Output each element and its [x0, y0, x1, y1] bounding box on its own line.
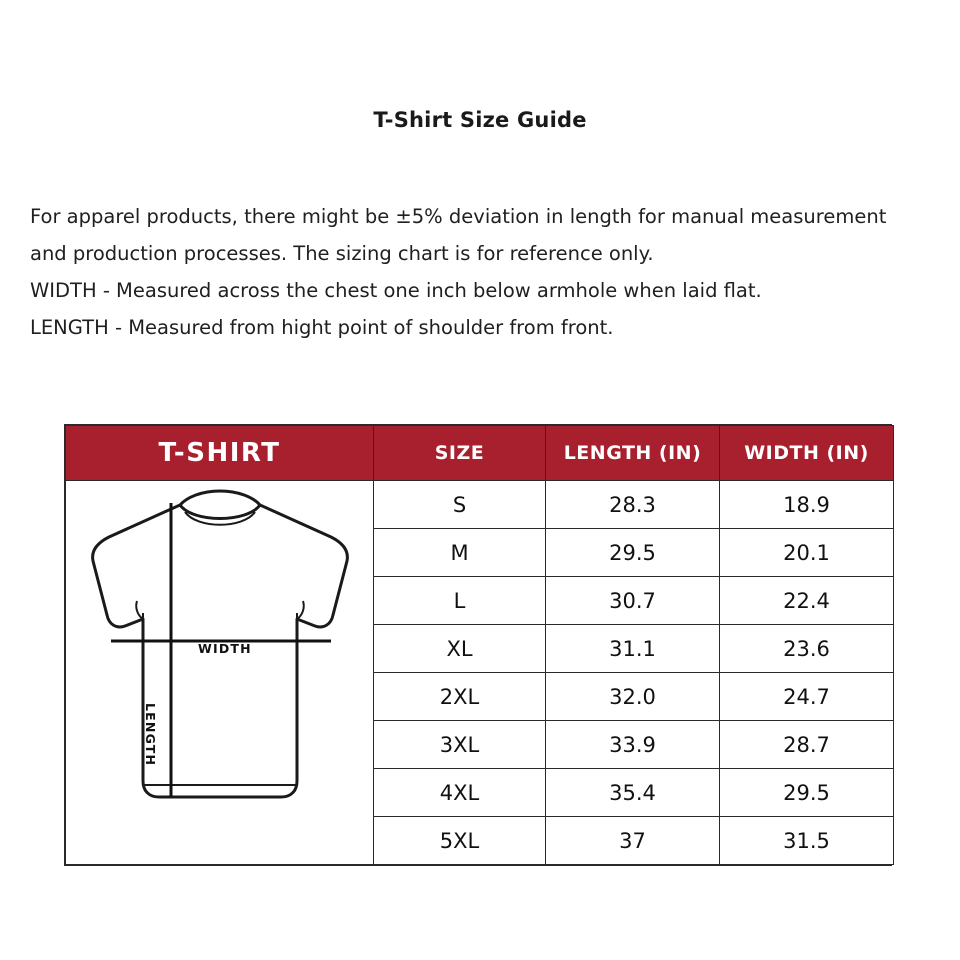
cell-length: 30.7 — [546, 577, 720, 625]
cell-size: 2XL — [374, 673, 546, 721]
cell-size: XL — [374, 625, 546, 673]
cell-length: 33.9 — [546, 721, 720, 769]
intro-paragraph: For apparel products, there might be ±5% deviation in length for manual measurement and production processes. The sizing chart is for reference only. — [30, 205, 887, 265]
cell-length: 28.3 — [546, 481, 720, 529]
column-header-brand: T-SHIRT — [66, 426, 374, 481]
page-title: T-Shirt Size Guide — [373, 108, 587, 132]
cell-size: S — [374, 481, 546, 529]
tshirt-diagram — [66, 481, 373, 864]
cell-length: 32.0 — [546, 673, 720, 721]
cell-size: 5XL — [374, 817, 546, 865]
cell-length: 35.4 — [546, 769, 720, 817]
cell-width: 28.7 — [720, 721, 894, 769]
table-header — [66, 426, 894, 481]
cell-size: 3XL — [374, 721, 546, 769]
length-arrow-label: LENGTH — [143, 703, 158, 767]
cell-size: L — [374, 577, 546, 625]
size-table — [65, 425, 894, 865]
cell-length: 31.1 — [546, 625, 720, 673]
cell-width: 23.6 — [720, 625, 894, 673]
size-table-container — [64, 424, 892, 866]
cell-width: 29.5 — [720, 769, 894, 817]
cell-width: 18.9 — [720, 481, 894, 529]
cell-size: 4XL — [374, 769, 546, 817]
length-definition: LENGTH - Measured from hight point of shoulder from front. — [30, 316, 614, 339]
width-definition: WIDTH - Measured across the chest one inch below armhole when laid flat. — [30, 279, 762, 302]
column-header-length: LENGTH (IN) — [546, 426, 720, 481]
cell-length: 29.5 — [546, 529, 720, 577]
cell-width: 31.5 — [720, 817, 894, 865]
column-header-size: SIZE — [374, 426, 546, 481]
cell-width: 20.1 — [720, 529, 894, 577]
cell-width: 22.4 — [720, 577, 894, 625]
table-row — [66, 481, 894, 529]
width-arrow-label: WIDTH — [198, 641, 252, 656]
tshirt-illustration-cell — [66, 481, 374, 865]
cell-length: 37 — [546, 817, 720, 865]
cell-size: M — [374, 529, 546, 577]
table-header-row — [66, 426, 894, 481]
column-header-width: WIDTH (IN) — [720, 426, 894, 481]
table-body — [66, 481, 894, 865]
cell-width: 24.7 — [720, 673, 894, 721]
intro-text-block — [30, 198, 920, 346]
